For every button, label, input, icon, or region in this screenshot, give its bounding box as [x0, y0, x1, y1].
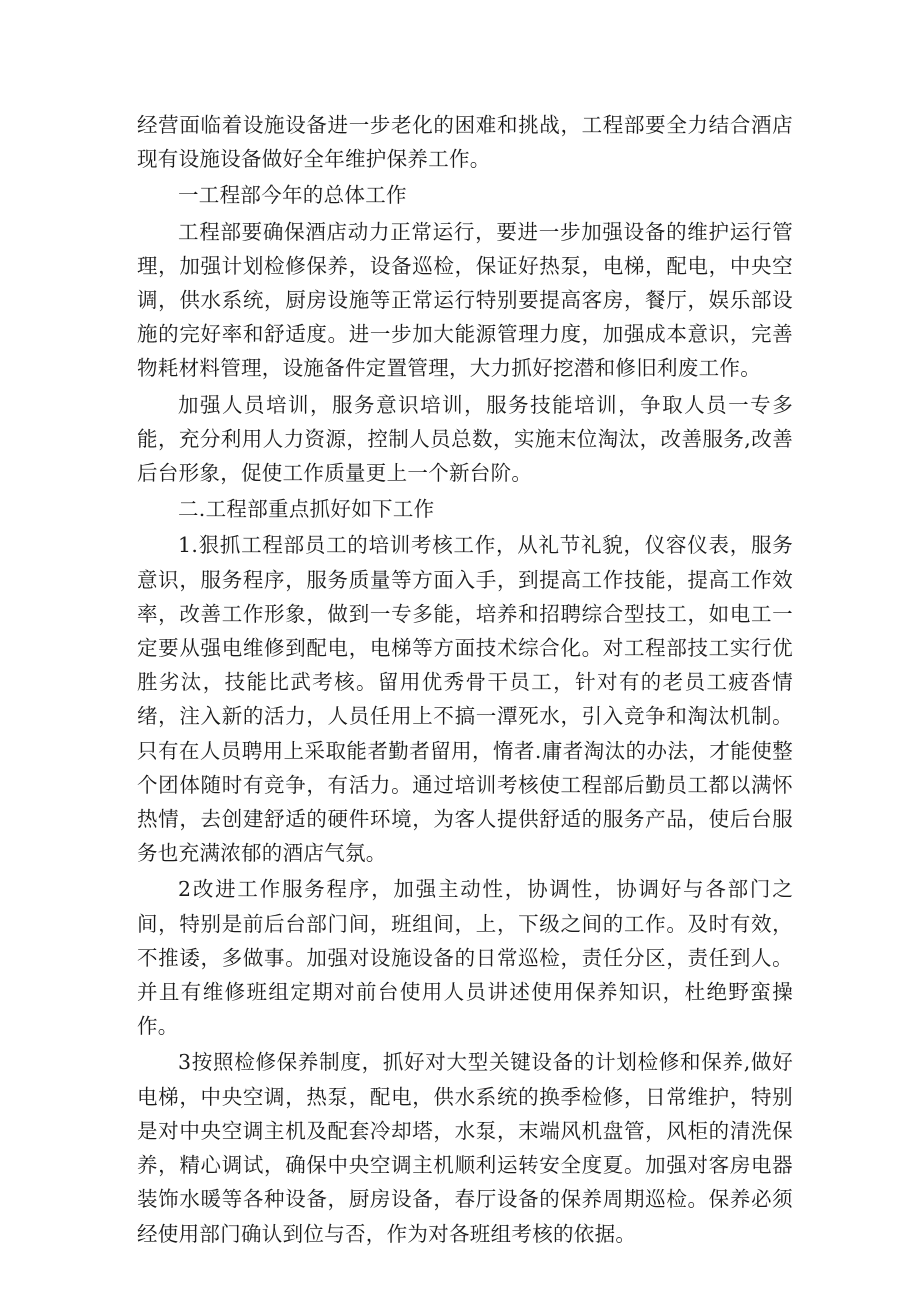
paragraph-item-3: 3按照检修保养制度，抓好对大型关键设备的计划检修和保养,做好电梯，中央空调，热泵，配电，供水系统的换季检修，日常维护，特别是对中央空调主机及配套冷却塔，水泵，末端风机盘管，风柜的清洗保养，精心调试，确保中央空调主机顺利运转安全度夏。加强对客房电器装饰水暖等各种设备，厨房设备，春厅设备的保养周期巡检。保养必须经使用部门确认到位与否，作为对各班组考核的依据。 — [137, 1050, 793, 1246]
paragraph-intro: 经营面临着设施设备进一步老化的困难和挑战，工程部要全力结合酒店现有设施设备做好全年维护保养工作。 — [137, 113, 793, 172]
paragraph-training: 加强人员培训，服务意识培训，服务技能培训，争取人员一专多能，充分利用人力资源，控制人员总数，实施末位淘汰，改善服务,改善后台形象，促使工作质量更上一个新台阶。 — [137, 392, 793, 486]
paragraph-item-2: 2改进工作服务程序，加强主动性，协调性，协调好与各部门之间，特别是前后台部门间，班组间，上，下级之间的工作。及时有效，不推诿，多做事。加强对设施设备的日常巡检，责任分区，责任到人。并且有维修班组定期对前台使用人员讲述使用保养知识，杜绝野蛮操作。 — [137, 877, 793, 1039]
paragraph-overall-work: 工程部要确保酒店动力正常运行，要进一步加强设备的维护运行管理，加强计划检修保养，设备巡检，保证好热泵，电梯，配电，中央空调，供水系统，厨房设施等正常运行特别要提高客房，餐厅，娱乐部设施的完好率和舒适度。进一步加大能源管理力度，加强成本意识，完善物耗材料管理，设施备件定置管理，大力抓好挖潜和修旧利废工作。 — [137, 219, 793, 381]
section-heading-2: 二.工程部重点抓好如下工作 — [178, 497, 435, 522]
paragraph-item-1: 1.狠抓工程部员工的培训考核工作，从礼节礼貌，仪容仪表，服务意识，服务程序，服务质量等方面入手，到提高工作技能，提高工作效率，改善工作形象，做到一专多能，培养和招聘综合型技工，如电工一定要从强电维修到配电，电梯等方面技术综合化。对工程部技工实行优胜劣汰，技能比武考核。留用优秀骨干员工，针对有的老员工疲沓情绪，注入新的活力，人员任用上不搞一潭死水，引入竞争和淘汰机制。只有在人员聘用上采取能者勤者留用，惰者.庸者淘汰的办法，才能使整个团体随时有竞争，有活力。通过培训考核使工程部后勤员工都以满怀热情，去创建舒适的硬件环境，为客人提供舒适的服务产品，使后台服务也充满浓郁的酒店气氛。 — [137, 533, 793, 866]
section-heading-1: 一工程部今年的总体工作 — [178, 183, 407, 208]
document-body — [137, 108, 793, 1253]
